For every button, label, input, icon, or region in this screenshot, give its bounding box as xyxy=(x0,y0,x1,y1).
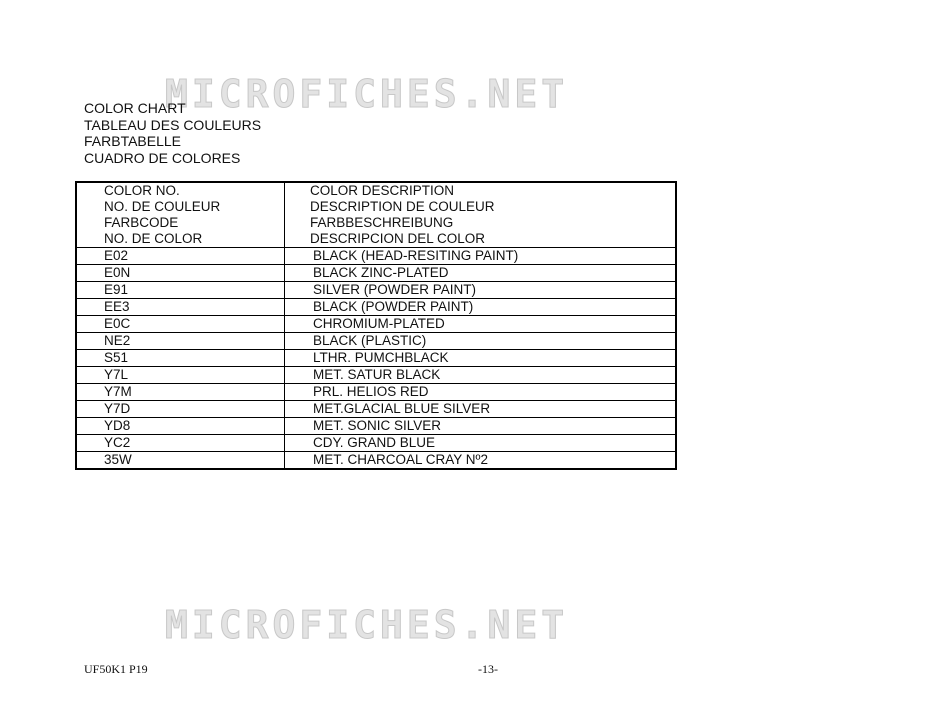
color-code-cell: Y7L xyxy=(76,367,285,384)
table-row xyxy=(76,299,676,316)
table-row xyxy=(76,350,676,367)
document-heading xyxy=(84,100,261,166)
color-code-cell: E02 xyxy=(76,248,285,265)
header-code-line: NO. DE COLOR xyxy=(104,231,203,246)
color-desc-cell: BLACK (POWDER PAINT) xyxy=(285,299,677,316)
color-code-cell: 35W xyxy=(76,452,285,470)
header-desc-line: DESCRIPTION DE COULEUR xyxy=(310,199,495,214)
color-desc-cell: PRL. HELIOS RED xyxy=(285,384,677,401)
table-row xyxy=(76,316,676,333)
heading-line: CUADRO DE COLORES xyxy=(84,149,241,166)
header-color-no xyxy=(76,182,285,248)
color-desc-cell: CHROMIUM-PLATED xyxy=(285,316,677,333)
table-row xyxy=(76,401,676,418)
color-desc-cell: BLACK ZINC-PLATED xyxy=(285,265,677,282)
color-desc-cell: MET.GLACIAL BLUE SILVER xyxy=(285,401,677,418)
header-desc-line: DESCRIPCION DEL COLOR xyxy=(310,231,486,246)
table-row xyxy=(76,333,676,350)
color-code-cell: EE3 xyxy=(76,299,285,316)
color-code-cell: Y7D xyxy=(76,401,285,418)
table-row xyxy=(76,248,676,265)
table-row xyxy=(76,265,676,282)
heading-line: FARBTABELLE xyxy=(84,133,182,149)
color-code-cell: Y7M xyxy=(76,384,285,401)
table-row xyxy=(76,282,676,299)
color-code-cell: YC2 xyxy=(76,435,285,452)
color-desc-cell: MET. CHARCOAL CRAY Nº2 xyxy=(285,452,677,470)
watermark-top: MICROFICHES.NET xyxy=(165,72,569,116)
color-desc-cell: LTHR. PUMCHBLACK xyxy=(285,350,677,367)
table-row xyxy=(76,435,676,452)
color-table xyxy=(75,181,677,470)
color-desc-cell: SILVER (POWDER PAINT) xyxy=(285,282,677,299)
color-code-cell: E0N xyxy=(76,265,285,282)
header-color-description xyxy=(285,182,677,248)
watermark-bottom: MICROFICHES.NET xyxy=(165,603,569,647)
footer-page-number: -13- xyxy=(478,662,498,676)
header-desc-line: FARBBESCHREIBUNG xyxy=(310,215,454,230)
header-code-line: FARBCODE xyxy=(104,215,179,230)
color-desc-cell: BLACK (PLASTIC) xyxy=(285,333,677,350)
color-code-cell: YD8 xyxy=(76,418,285,435)
color-desc-cell: MET. SONIC SILVER xyxy=(285,418,677,435)
color-code-cell: E0C xyxy=(76,316,285,333)
color-desc-cell: MET. SATUR BLACK xyxy=(285,367,677,384)
color-code-cell: NE2 xyxy=(76,333,285,350)
footer-document-code: UF50K1 P19 xyxy=(84,662,148,676)
table-row xyxy=(76,384,676,401)
header-code-line: COLOR NO. xyxy=(104,183,180,198)
header-desc-line: COLOR DESCRIPTION xyxy=(310,183,455,198)
heading-line: TABLEAU DES COULEURS xyxy=(84,116,262,133)
table-row xyxy=(76,418,676,435)
heading-line: COLOR CHART xyxy=(84,100,186,116)
table-row xyxy=(76,367,676,384)
table-header-row xyxy=(76,182,676,248)
color-code-cell: S51 xyxy=(76,350,285,367)
color-desc-cell: CDY. GRAND BLUE xyxy=(285,435,677,452)
header-code-line: NO. DE COULEUR xyxy=(104,199,221,214)
color-code-cell: E91 xyxy=(76,282,285,299)
color-desc-cell: BLACK (HEAD-RESITING PAINT) xyxy=(285,248,677,265)
table-row xyxy=(76,452,676,470)
